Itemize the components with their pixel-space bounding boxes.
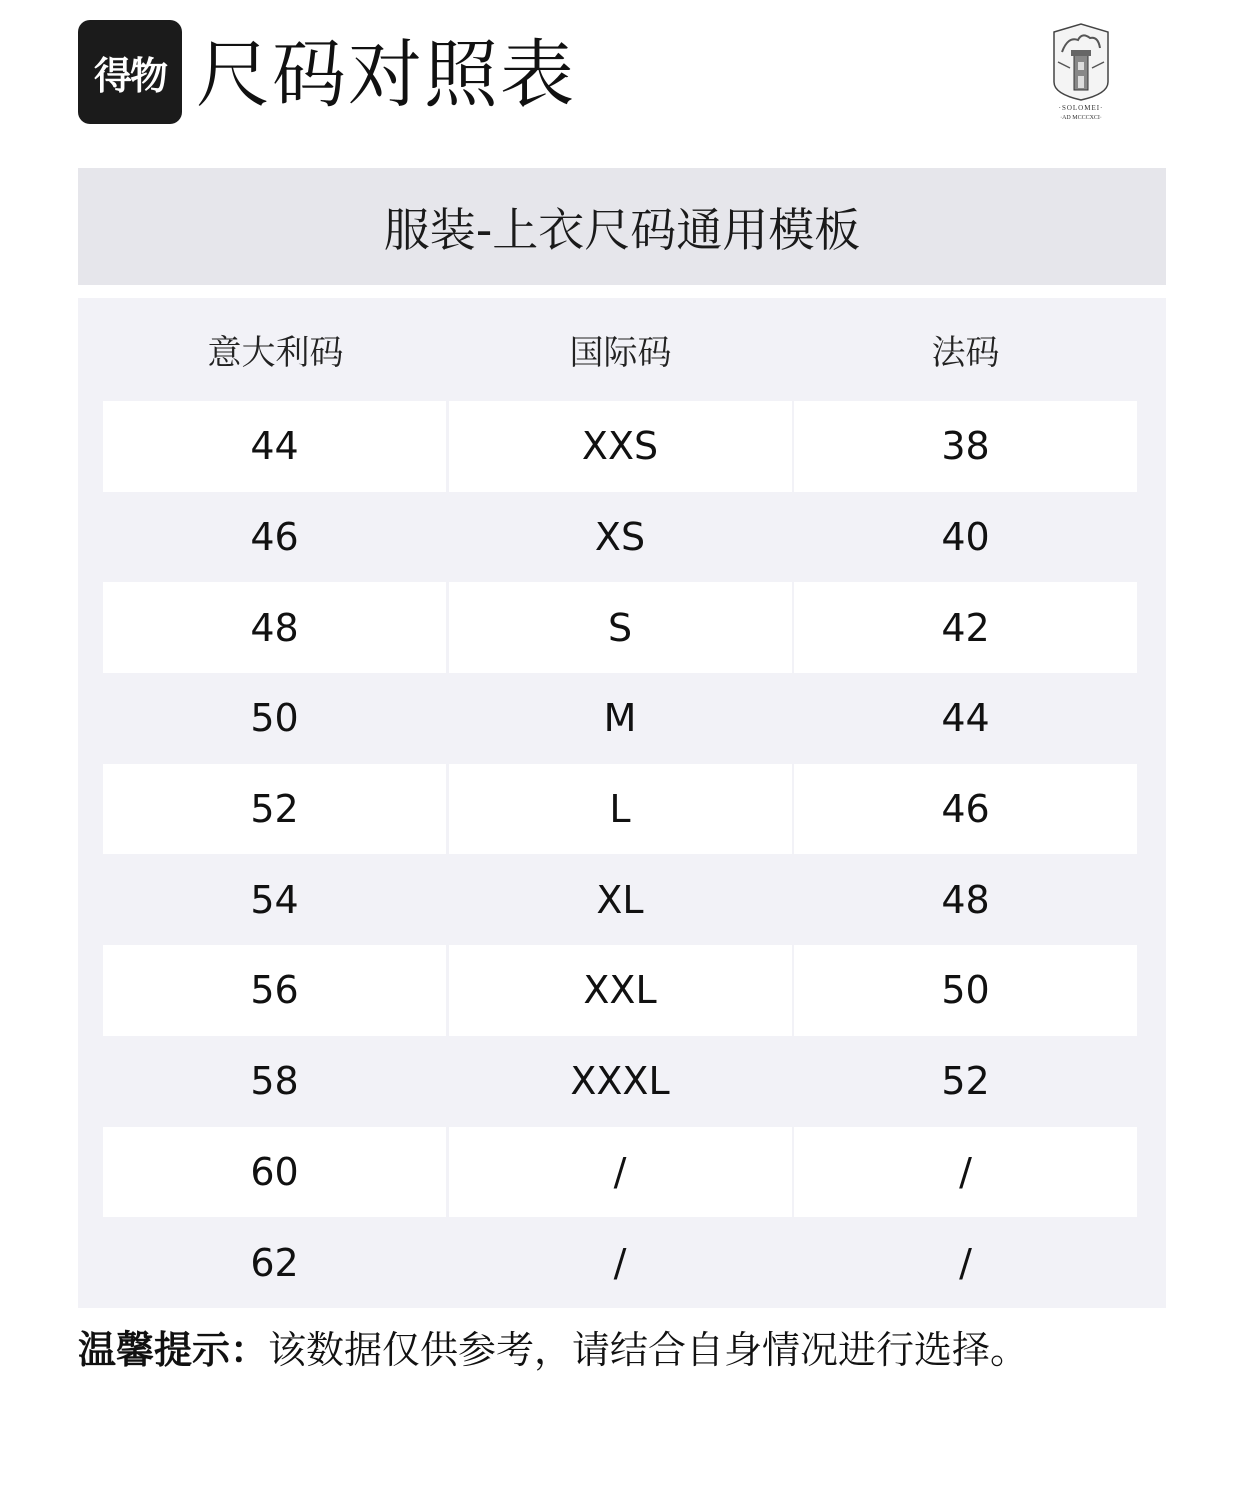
brand-crest-icon: [1048, 22, 1114, 122]
cell-french: /: [959, 1240, 972, 1285]
table-row: [103, 673, 1137, 764]
table-row: [103, 1217, 1137, 1308]
cell-italian: 48: [103, 582, 446, 673]
tip-label: 温馨提示：: [78, 1328, 269, 1372]
cell-italian: 54: [250, 877, 299, 922]
crest-text-bottom: ·AD MCCCXCI·: [1060, 115, 1102, 121]
size-table: [78, 298, 1166, 1308]
header: [78, 20, 1166, 130]
cell-french: 40: [941, 515, 990, 560]
table-row: [103, 1127, 1137, 1218]
cell-french: 52: [941, 1059, 990, 1104]
cell-italian: 50: [250, 696, 299, 741]
cell-international: /: [449, 1127, 792, 1218]
table-row: [103, 492, 1137, 583]
column-header-italian: 意大利码: [207, 333, 344, 373]
cell-italian: 52: [103, 764, 446, 855]
table-row: [103, 401, 1137, 492]
cell-international: XL: [596, 877, 644, 922]
crest-text-top: ·SOLOMEI·: [1058, 104, 1104, 112]
cell-french: 42: [794, 582, 1137, 673]
template-title: 服装-上衣尺码通用模板: [78, 168, 1166, 285]
cell-international: XS: [594, 515, 646, 560]
cell-french: 38: [794, 401, 1137, 492]
cell-international: /: [613, 1240, 627, 1285]
cell-italian: 46: [250, 515, 299, 560]
column-header-international: 国际码: [569, 333, 672, 373]
column-header-french: 法码: [931, 333, 1000, 373]
cell-italian: 44: [103, 401, 446, 492]
table-row: [103, 1036, 1137, 1127]
cell-french: 44: [941, 696, 990, 741]
table-body: [103, 401, 1137, 1308]
cell-international: XXXL: [570, 1059, 670, 1104]
cell-italian: 60: [103, 1127, 446, 1218]
page-title: 尺码对照表: [196, 32, 576, 118]
cell-international: XXS: [449, 401, 792, 492]
cell-french: 46: [794, 764, 1137, 855]
cell-international: XXL: [449, 945, 792, 1036]
table-header: [103, 298, 1137, 401]
brand-logo: 得物: [78, 20, 182, 124]
table-row: [103, 582, 1137, 673]
cell-french: /: [794, 1127, 1137, 1218]
cell-international: M: [603, 696, 637, 741]
table-row: [103, 945, 1137, 1036]
cell-international: L: [449, 764, 792, 855]
cell-french: 48: [941, 877, 990, 922]
tip-note: [78, 1322, 1178, 1378]
cell-italian: 58: [250, 1059, 299, 1104]
cell-international: S: [449, 582, 792, 673]
table-row: [103, 854, 1137, 945]
tip-text: 该数据仅供参考，请结合自身情况进行选择。: [268, 1328, 1029, 1372]
table-row: [103, 764, 1137, 855]
cell-french: 50: [794, 945, 1137, 1036]
cell-italian: 56: [103, 945, 446, 1036]
cell-italian: 62: [250, 1240, 299, 1285]
